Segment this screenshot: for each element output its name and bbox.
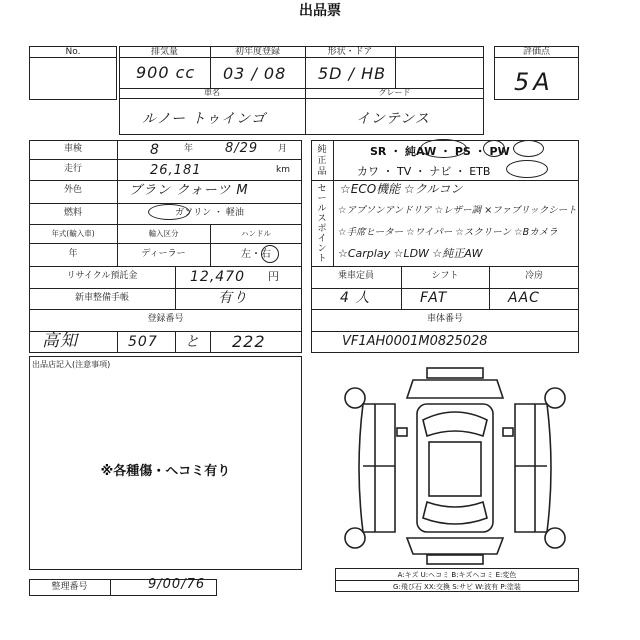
car-roof <box>429 442 481 496</box>
car-front-windshield <box>423 412 487 436</box>
steering-value: 左・右 <box>241 249 271 260</box>
genuine-equipment-label: 純正品 <box>317 145 327 177</box>
score-label: 評価点 <box>522 47 550 57</box>
reference-number-value: 9/00/76 <box>148 577 206 592</box>
car-left-side <box>359 404 395 532</box>
first-registration-value: 03 / 08 <box>223 64 287 83</box>
seating-capacity-value: 4 人 <box>340 290 371 306</box>
mileage-label: 走行 <box>63 164 82 174</box>
inspection-year-unit: 年 <box>184 144 194 154</box>
service-book-value: 有り <box>218 290 248 306</box>
legend-line-1: A:キズ U:ヘコミ B:キズヘコミ E:変色 <box>397 571 517 579</box>
displacement-label: 排気量 <box>150 47 178 57</box>
shift-value: FAT <box>420 290 448 306</box>
steering-right-circle <box>261 245 279 263</box>
car-name-value: ルノー トゥインゴ <box>142 111 267 127</box>
mileage-unit: km <box>276 165 290 175</box>
fuel-gasoline-circle <box>148 204 190 220</box>
document-title: 出品票 <box>299 3 341 19</box>
registration-kana: と <box>185 334 200 350</box>
dealer-value: ディーラー <box>141 249 186 259</box>
air-conditioning-label: 冷房 <box>524 271 543 281</box>
pw-circle <box>513 140 544 157</box>
notes-label: 出品店記入(注意事項) <box>32 360 111 369</box>
recycle-deposit-value: 12,470 <box>190 269 245 285</box>
wheel-front-left <box>345 388 365 408</box>
recycle-deposit-unit: 円 <box>268 270 279 283</box>
registration-class: 507 <box>128 334 158 350</box>
vin-value: VF1AH0001M0825028 <box>342 334 488 349</box>
model-year-label: 年式(輸入車) <box>51 229 95 238</box>
recycle-deposit-label: リサイクル預託金 <box>66 271 138 281</box>
shift-label: シフト <box>431 271 459 281</box>
reference-number-label: 整理番号 <box>51 582 88 592</box>
etb-circle <box>506 160 548 178</box>
car-front-bumper <box>427 368 483 378</box>
exterior-color-label: 外色 <box>63 185 82 195</box>
equipment-line-1: SR ・ 純AW ・ PS ・ PW <box>370 145 510 158</box>
grade-value: インテンス <box>356 111 430 127</box>
sales-point-line-3: ☆手席ヒーター ☆ワイパー ☆スクリーン ☆Bカメラ <box>338 227 558 238</box>
registration-area: 高知 <box>42 331 78 351</box>
aw-circle <box>420 139 467 158</box>
registration-number: 222 <box>232 332 266 351</box>
service-book-label: 新車整備手帳 <box>74 293 129 303</box>
body-type-value: 5D / HB <box>318 64 387 83</box>
wheel-front-right <box>545 388 565 408</box>
car-rear-bumper <box>427 555 483 564</box>
displacement-value: 900 cc <box>136 63 196 82</box>
legend-line-2: G:飛び石 XX:交換 S:サビ W:波有 P:塗装 <box>393 583 521 591</box>
ps-circle <box>483 140 505 157</box>
fuel-label: 燃料 <box>63 208 82 218</box>
car-rear-end <box>407 538 503 554</box>
registration-number-label: 登録番号 <box>147 314 184 324</box>
inspection-value: 8 <box>150 142 160 158</box>
steering-label: ハンドル <box>241 229 271 238</box>
car-rear-window <box>423 502 487 524</box>
seating-capacity-label: 乗車定員 <box>337 271 374 281</box>
sales-point-line-2: ☆アプソンアンドリア ☆レザー調 ×ファブリックシート <box>338 205 577 216</box>
first-registration-label: 初年度登録 <box>234 47 280 57</box>
mileage-value: 26,181 <box>150 163 202 178</box>
car-damage-diagram <box>335 362 575 567</box>
sales-point-line-4: ☆Carplay ☆LDW ☆純正AW <box>338 247 483 260</box>
exterior-color-value: ブラン クォーツ M <box>129 183 249 198</box>
car-right-side <box>515 404 551 532</box>
grade-label: グレード <box>378 88 411 97</box>
import-type-label: 輸入区分 <box>148 229 179 238</box>
sales-point-line-1: ☆ECO機能 ☆クルコン <box>340 182 463 196</box>
inspection-month-value: 8/29 <box>225 141 259 156</box>
vin-label: 車体番号 <box>426 314 463 324</box>
score-value: 5A <box>514 68 554 96</box>
notes-text: ※各種傷・ヘコミ有り <box>100 464 231 479</box>
body-type-label: 形状・ドア <box>327 47 373 57</box>
year-label: 年 <box>68 249 78 259</box>
inspection-label: 車検 <box>63 144 82 154</box>
equipment-line-2: カワ ・ TV ・ ナビ ・ ETB <box>357 165 491 178</box>
air-conditioning-value: AAC <box>508 290 540 306</box>
car-name-label: 車名 <box>204 88 220 97</box>
sales-point-label: セールスポイント <box>317 184 327 264</box>
wheel-rear-right <box>545 528 565 548</box>
no-label: No. <box>65 47 81 57</box>
car-front-end <box>407 380 503 398</box>
fuel-value: ガソリン ・ 軽油 <box>175 208 244 218</box>
inspection-month-unit: 月 <box>278 144 288 154</box>
wheel-rear-left <box>345 528 365 548</box>
